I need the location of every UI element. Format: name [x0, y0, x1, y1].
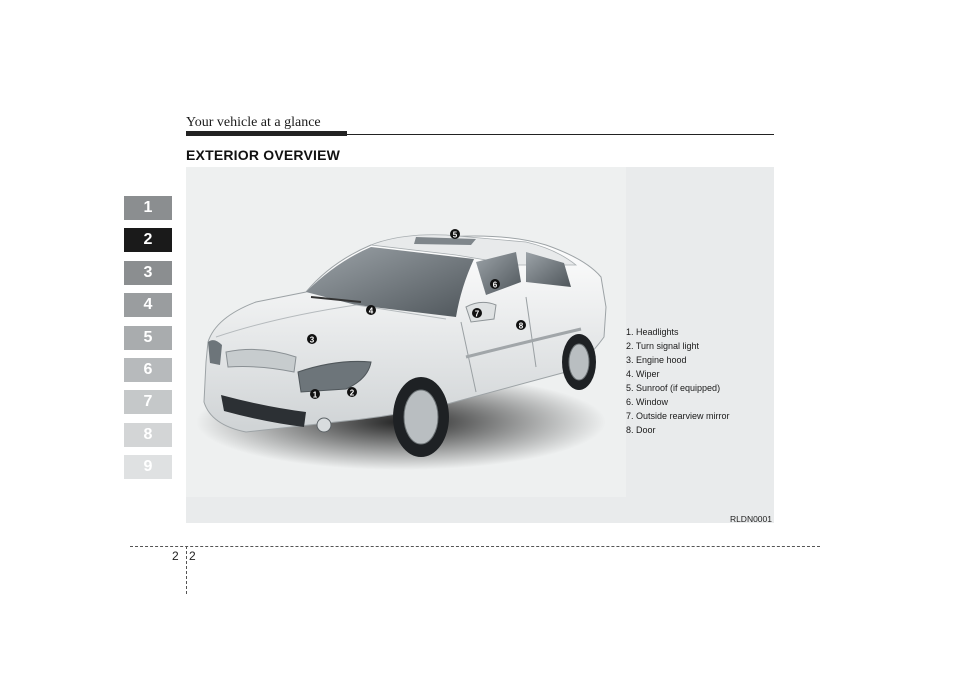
footer-chapter-number: 2 [172, 549, 179, 563]
figure-code: RLDN0001 [729, 514, 772, 524]
legend-item: 4. Wiper [626, 369, 660, 379]
legend-item: 7. Outside rearview mirror [626, 411, 730, 421]
svg-text:4: 4 [368, 306, 374, 316]
svg-text:8: 8 [518, 321, 524, 331]
chapter-tabs [124, 196, 172, 488]
car-illustration [186, 167, 626, 497]
chapter-tab-1[interactable]: 1 [124, 196, 172, 220]
legend-item: 1. Headlights [626, 327, 679, 337]
chapter-tab-3[interactable]: 3 [124, 261, 172, 285]
footer-page-number: 2 [189, 549, 196, 563]
chapter-tab-4[interactable]: 4 [124, 293, 172, 317]
rear-rim [569, 344, 589, 380]
svg-text:7: 7 [474, 309, 480, 319]
figure-panel [186, 167, 774, 523]
fog-light [317, 418, 331, 432]
section-title: EXTERIOR OVERVIEW [186, 147, 341, 163]
headlight-left [208, 340, 222, 365]
legend-item: 6. Window [626, 397, 669, 407]
header-bar [186, 131, 347, 136]
chapter-tab-5[interactable]: 5 [124, 326, 172, 350]
footer-divider [186, 546, 187, 594]
header-rule [347, 134, 774, 135]
footer-rule [130, 546, 820, 547]
svg-text:6: 6 [492, 280, 498, 290]
chapter-tab-6[interactable]: 6 [124, 358, 172, 382]
chapter-tab-9[interactable]: 9 [124, 455, 172, 479]
legend-list [626, 325, 730, 437]
chapter-tab-2[interactable]: 2 [124, 228, 172, 252]
chapter-tab-8[interactable]: 8 [124, 423, 172, 447]
svg-text:2: 2 [349, 388, 355, 398]
svg-text:1: 1 [312, 390, 318, 400]
svg-text:3: 3 [309, 335, 315, 345]
header-title: Your vehicle at a glance [186, 115, 321, 130]
svg-text:5: 5 [452, 230, 458, 240]
legend-item: 3. Engine hood [626, 355, 687, 365]
chapter-tab-7[interactable]: 7 [124, 390, 172, 414]
legend-item: 5. Sunroof (if equipped) [626, 383, 721, 393]
front-rim [404, 390, 438, 444]
car-image [186, 167, 626, 497]
legend-item: 8. Door [626, 425, 656, 435]
legend-item: 2. Turn signal light [626, 341, 700, 351]
